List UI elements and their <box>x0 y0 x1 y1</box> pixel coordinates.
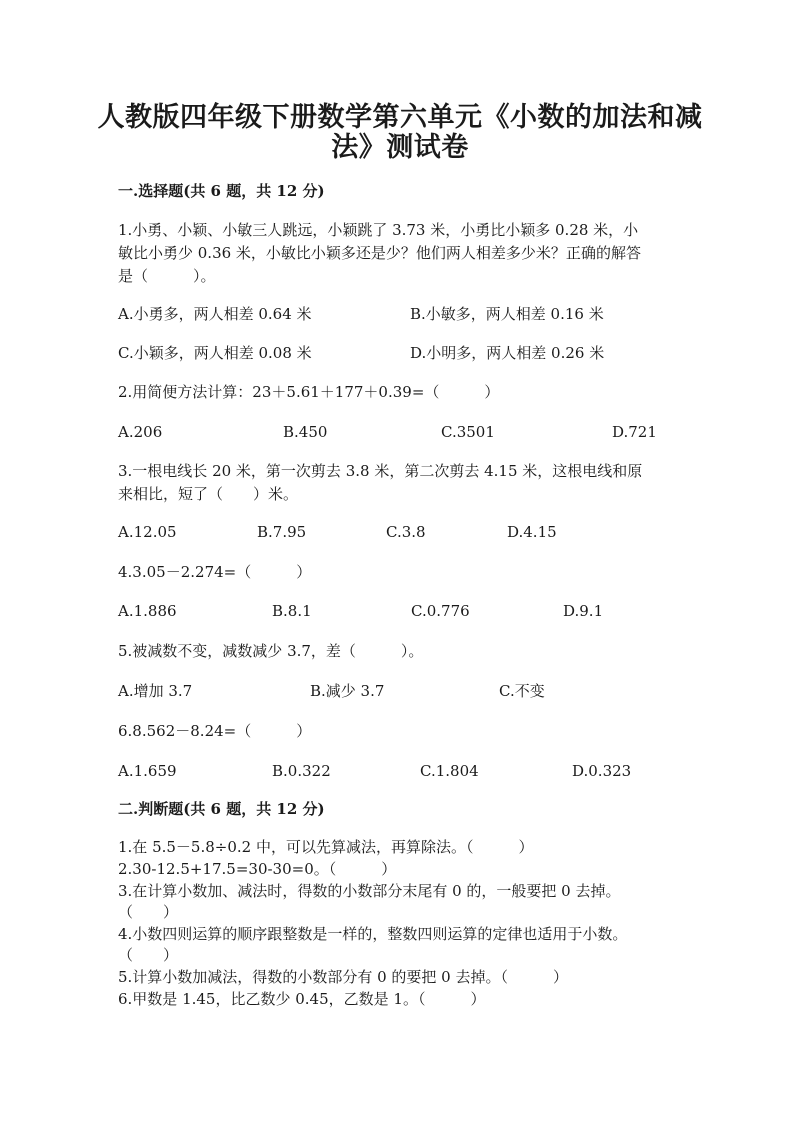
section2-heading: 二.判断题(共 6 题，共 12 分) <box>118 800 325 818</box>
q1-text-line2: 敏比小勇少 0.36 米，小敏比小颖多还是少？他们两人相差多少米？正确的解答 <box>118 244 641 262</box>
q5-option-c: C.不变 <box>499 682 545 700</box>
q1-text-line1: 1.小勇、小颖、小敏三人跳远，小颖跳了 3.73 米，小勇比小颖多 0.28 米，小 <box>118 221 639 239</box>
tf-item-4-blank: （ ） <box>118 946 179 964</box>
q2-option-a: A.206 <box>118 423 163 441</box>
q5-text: 5.被减数不变，减数减少 3.7，差（ ）。 <box>118 642 424 660</box>
tf-item-6: 6.甲数是 1.45，比乙数少 0.45，乙数是 1。（ ） <box>118 990 486 1008</box>
document-title-line1: 人教版四年级下册数学第六单元《小数的加法和减 <box>97 102 703 133</box>
tf-item-1: 1.在 5.5－5.8÷0.2 中，可以先算减法，再算除法。（ ） <box>118 838 534 856</box>
q3-option-d: D.4.15 <box>507 523 557 541</box>
q2-option-b: B.450 <box>283 423 328 441</box>
q1-text-line3: 是（ ）。 <box>118 267 216 285</box>
q2-option-c: C.3501 <box>441 423 495 441</box>
tf-item-5: 5.计算小数加减法，得数的小数部分有 0 的要把 0 去掉。（ ） <box>118 968 568 986</box>
document-title-line2: 法》测试卷 <box>331 132 469 163</box>
tf-item-2: 2.30-12.5+17.5=30-30=0。（ ） <box>118 860 397 878</box>
q2-option-d: D.721 <box>612 423 657 441</box>
q3-option-c: C.3.8 <box>386 523 426 541</box>
q3-option-a: A.12.05 <box>118 523 177 541</box>
q4-option-c: C.0.776 <box>411 602 470 620</box>
q6-option-b: B.0.322 <box>272 762 331 780</box>
tf-item-3: 3.在计算小数加、减法时，得数的小数部分末尾有 0 的，一般要把 0 去掉。 <box>118 882 621 900</box>
q3-text-line1: 3.一根电线长 20 米，第一次剪去 3.8 米，第二次剪去 4.15 米，这根电线和原 <box>118 462 643 480</box>
q6-option-a: A.1.659 <box>118 762 177 780</box>
q2-text: 2.用简便方法计算：23＋5.61＋177＋0.39=（ ） <box>118 383 500 401</box>
q6-option-c: C.1.804 <box>420 762 479 780</box>
section1-heading: 一.选择题(共 6 题，共 12 分) <box>118 182 325 200</box>
q6-option-d: D.0.323 <box>572 762 632 780</box>
q6-text: 6.8.562－8.24=（ ） <box>118 722 312 740</box>
q5-option-a: A.增加 3.7 <box>118 682 193 700</box>
q4-option-d: D.9.1 <box>563 602 604 620</box>
tf-item-3-blank: （ ） <box>118 903 179 921</box>
q1-option-b: B.小敏多，两人相差 0.16 米 <box>410 305 604 323</box>
q4-option-b: B.8.1 <box>272 602 312 620</box>
q1-option-d: D.小明多，两人相差 0.26 米 <box>410 344 605 362</box>
q4-option-a: A.1.886 <box>118 602 177 620</box>
tf-item-4: 4.小数四则运算的顺序跟整数是一样的，整数四则运算的定律也适用于小数。 <box>118 925 628 943</box>
q4-text: 4.3.05－2.274=（ ） <box>118 563 312 581</box>
q3-option-b: B.7.95 <box>257 523 307 541</box>
q3-text-line2: 来相比，短了（ ）米。 <box>118 485 299 503</box>
q1-option-c: C.小颖多，两人相差 0.08 米 <box>118 344 312 362</box>
q1-option-a: A.小勇多，两人相差 0.64 米 <box>118 305 312 323</box>
q5-option-b: B.减少 3.7 <box>310 682 385 700</box>
